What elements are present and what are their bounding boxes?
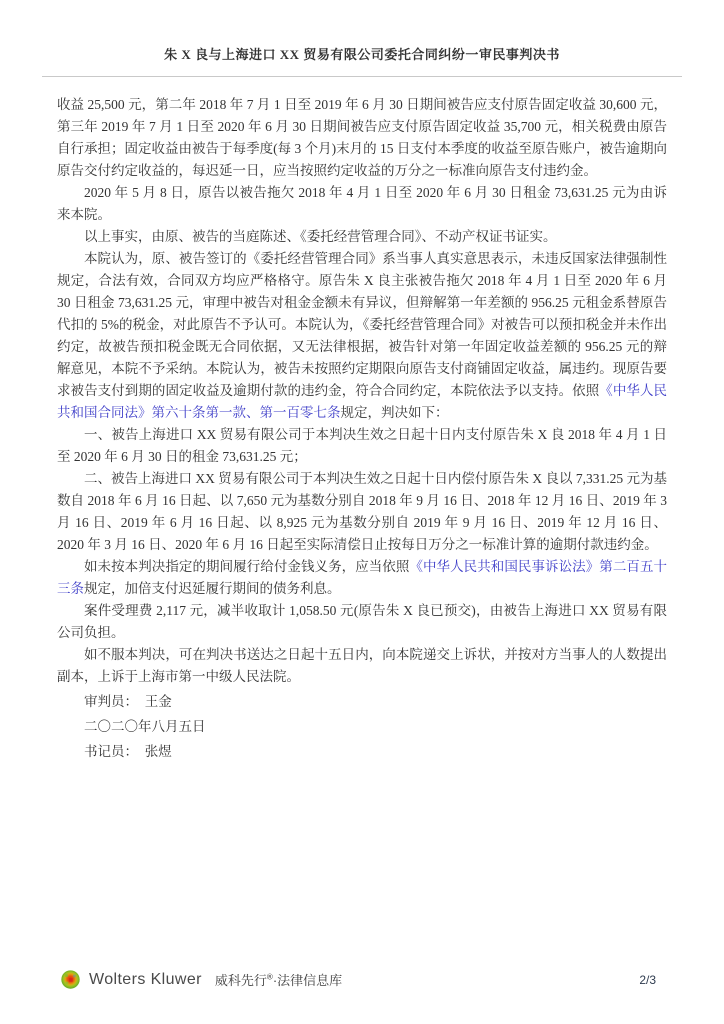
statute-link[interactable]: 《中华人民共和国合同法》第六十条第一款、第一百零七条	[57, 383, 668, 420]
product-name	[215, 970, 342, 989]
text-run: 一、被告上海进口 XX 贸易有限公司于本判决生效之日起十日内支付原告朱 X 良 2018 年 4 月 1 日至 2020 年 6 月 30 日的租金 73,631.25 元；	[57, 427, 667, 464]
text-run: 如不服本判决，可在判决书送达之日起十五日内，向本院递交上诉状，并按对方当事人的人数提出副本，上诉于上海市第一中级人民法院。	[57, 647, 667, 684]
product-name-cn: 威科先行	[214, 973, 267, 988]
text-run: 如未按本判决指定的期间履行给付金钱义务，应当依照	[84, 559, 410, 574]
paragraph	[57, 600, 667, 644]
paragraph	[57, 226, 667, 248]
paragraph	[57, 644, 667, 688]
document-body	[57, 94, 667, 763]
text-run: 规定，加倍支付迟延履行期间的债务利息。	[84, 581, 341, 596]
paragraph	[57, 556, 667, 600]
text-run: 规定，判决如下：	[340, 405, 449, 420]
product-name-suffix: ·法律信息库	[272, 973, 343, 988]
text-run: 本院认为，原、被告签订的《委托经营管理合同》系当事人真实意思表示，未违反国家法律强制性规定，合法有效，合同双方均应严格格守。原告朱 X 良主张被告拖欠 2018 年 4 月 1 日至 2020 年 6 月 30 日租金 73,631.25 元，审理中被告对租金金额未有异议，但辩解第一年差额的 956.25 元租金系替原告代扣的 5%的税金，对此原告不予认可。本院认为，《委托经营管理合同》对被告可以预扣税金并未作出约定，故被告预扣税金既无合同依据，又无法律根据，被告针对第一年固定收益差额的 956.25 元的辩解意见，本院不予采纳。本院认为，被告未按照约定期限向原告支付商铺固定收益，属违约。现原告要求被告支付到期的固定收益及逾期付款的违约金，符合合同约定，本院依法予以支持。依照	[57, 251, 667, 398]
document-footer	[60, 969, 656, 990]
signature-line	[57, 716, 667, 738]
text-run: 案件受理费 2,117 元，减半收取计 1,058.50 元(原告朱 X 良已预交)，由被告上海进口 XX 贸易有限公司负担。	[57, 603, 667, 640]
header-divider	[42, 76, 682, 77]
registered-mark: ®	[266, 972, 273, 982]
text-run: 以上事实，由原、被告的当庭陈述、《委托经营管理合同》、不动产权证书证实。	[84, 229, 557, 244]
wolters-kluwer-wordmark: Wolters Kluwer	[89, 970, 202, 988]
document-header	[0, 0, 724, 77]
page-number: 2/3	[639, 972, 656, 987]
paragraph	[57, 248, 667, 424]
text-run: 审判员： 王金	[84, 694, 172, 709]
text-run: 收益 25,500 元，第二年 2018 年 7 月 1 日至 2019 年 6 月 30 日期间被告应支付原告固定收益 30,600 元，第三年 2019 年 7 月 1 日至 2020 年 6 月 30 日期间被告应支付原告固定收益 35,700 元，相关税费由原告自行承担；固定收益由被告于每季度(每 3 个月)末月的 15 日支付本季度的收益至原告账户，被告逾期向原告交付约定收益的，每迟延一日，应当按照约定收益的万分之一标准向原告支付违约金。	[57, 97, 667, 178]
text-run: 2020 年 5 月 8 日，原告以被告拖欠 2018 年 4 月 1 日至 2020 年 6 月 30 日租金 73,631.25 元为由诉来本院。	[57, 185, 667, 222]
text-run: 二〇二〇年八月五日	[84, 719, 206, 734]
text-run: 二、被告上海进口 XX 贸易有限公司于本判决生效之日起十日内偿付原告朱 X 良以 7,331.25 元为基数自 2018 年 6 月 16 日起、以 7,650 元为基数分别自 2018 年 9 月 16 日、2018 年 12 月 16 日、2019 年 3 月 16 日、2019 年 6 月 16 日起、以 8,925 元为基数分别自 2019 年 9 月 16 日、2019 年 12 月 16 日、2020 年 3 月 16 日、2020 年 6 月 16 日起至实际清偿日止按每日万分之一标准计算的逾期付款违约金。	[57, 471, 667, 552]
paragraph	[57, 182, 667, 226]
paragraph	[57, 94, 667, 182]
paragraph	[57, 424, 667, 468]
paragraph	[57, 468, 667, 556]
signature-line	[57, 691, 667, 713]
document-title: 朱 X 良与上海进口 XX 贸易有限公司委托合同纠纷一审民事判决书	[164, 47, 560, 62]
text-run: 书记员： 张煜	[84, 744, 172, 759]
wolters-kluwer-logo-icon	[60, 969, 81, 990]
signature-line	[57, 741, 667, 763]
statute-link[interactable]: 《中华人民共和国民事诉讼法》第二百五十三条	[57, 559, 668, 596]
